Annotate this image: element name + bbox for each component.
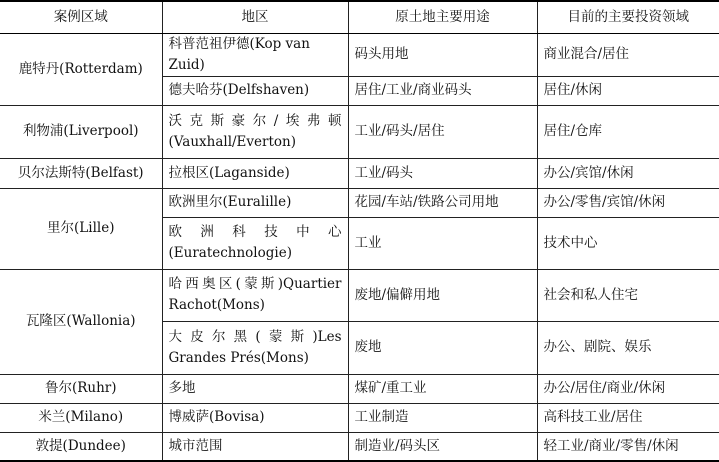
area-cell: 德夫哈芬(Delfshaven) [162,76,348,105]
table-row [0,403,719,432]
table-row [0,374,719,403]
original-use-cell: 居住/工业/商业码头 [348,76,537,105]
case-cell: 鲁尔(Ruhr) [0,374,162,403]
area-cell: 大皮尔黑(蒙斯)Les Grandes Prés(Mons) [162,321,348,374]
investment-cell: 轻工业/商业/零售/休闲 [537,432,719,461]
area-cell: 欧洲科技中心(Euratechnologie) [162,217,348,269]
area-cell: 科普范祖伊德(Kop van Zuid) [162,33,348,76]
case-cell: 米兰(Milano) [0,403,162,432]
area-cell: 沃克斯豪尔/埃弗顿(Vauxhall/Everton) [162,105,348,158]
case-cell: 瓦隆区(Wallonia) [0,269,162,374]
table-row [0,105,719,158]
table-row [0,33,719,76]
case-cell: 贝尔法斯特(Belfast) [0,158,162,188]
header-original-use: 原土地主要用途 [348,1,537,33]
case-cell: 鹿特丹(Rotterdam) [0,33,162,105]
investment-cell: 办公/零售/宾馆/休闲 [537,188,719,217]
original-use-cell: 码头用地 [348,33,537,76]
original-use-cell: 废地/偏僻用地 [348,269,537,321]
original-use-cell: 工业/码头/居住 [348,105,537,158]
investment-cell: 办公/宾馆/休闲 [537,158,719,188]
area-cell: 欧洲里尔(Euralille) [162,188,348,217]
case-cell: 利物浦(Liverpool) [0,105,162,158]
original-use-cell: 制造业/码头区 [348,432,537,461]
area-cell: 多地 [162,374,348,403]
table-row [0,158,719,188]
investment-cell: 社会和私人住宅 [537,269,719,321]
table-row [0,188,719,217]
investment-cell: 技术中心 [537,217,719,269]
area-cell: 哈西奥区(蒙斯)Quartier Rachot(Mons) [162,269,348,321]
area-cell: 拉根区(Laganside) [162,158,348,188]
header-case-region: 案例区域 [0,1,162,33]
original-use-cell: 废地 [348,321,537,374]
investment-cell: 居住/休闲 [537,76,719,105]
case-cell: 里尔(Lille) [0,188,162,269]
investment-cell: 办公/居住/商业/休闲 [537,374,719,403]
area-cell: 博威萨(Bovisa) [162,403,348,432]
table-row [0,432,719,461]
original-use-cell: 工业制造 [348,403,537,432]
case-cell: 敦提(Dundee) [0,432,162,461]
original-use-cell: 煤矿/重工业 [348,374,537,403]
investment-cell: 办公、剧院、娱乐 [537,321,719,374]
investment-cell: 居住/仓库 [537,105,719,158]
header-area: 地区 [162,1,348,33]
original-use-cell: 工业/码头 [348,158,537,188]
header-investment: 目前的主要投资领域 [537,1,719,33]
original-use-cell: 工业 [348,217,537,269]
original-use-cell: 花园/车站/铁路公司用地 [348,188,537,217]
header-row [0,1,719,33]
investment-cell: 高科技工业/居住 [537,403,719,432]
table-row [0,269,719,321]
area-cell: 城市范围 [162,432,348,461]
investment-cell: 商业混合/居住 [537,33,719,76]
